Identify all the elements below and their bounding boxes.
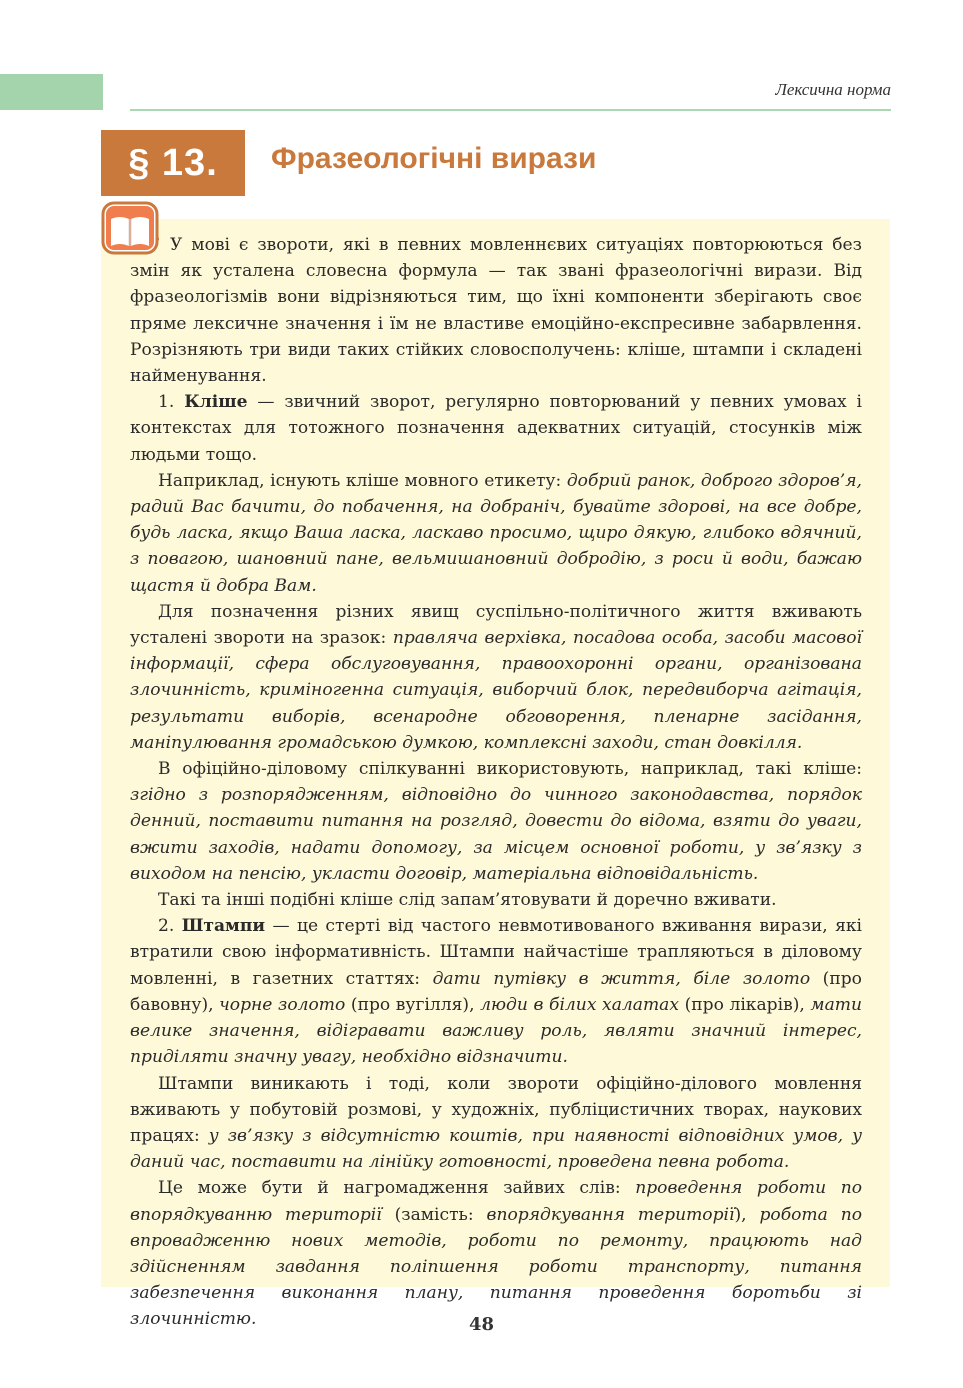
intro-text: Наприклад, існують кліше мовного етикету:: [158, 470, 567, 491]
example: впорядкування території: [486, 1204, 735, 1225]
gloss: (про бавовну),: [130, 968, 862, 1015]
intro-text: В офіційно-діловому спілкуванні використовують, наприклад, такі кліше:: [158, 759, 862, 780]
gloss: (про лікарів),: [679, 994, 811, 1015]
section-title: Фразеологічні вирази: [271, 142, 597, 175]
example: дати путівку в життя, біле золото: [432, 968, 811, 989]
example-list: правляча верхівка, посадова особа, засоби масової інформації, сфера обслуговування, правоохоронні органи, організована злочинність, криміногенна ситуація, виборчий блок, передвиборча агітація, результати виборів, всенародне обговорення, пленарне засідання, маніпулювання громадською думкою, комплексні заходи, стан довкілля.: [130, 628, 862, 753]
intro-text: У мові є звороти, які в певних мовленнєвих ситуаціях повторюються без змін як усталена словесна формула — так звані фразеологічні вирази. Від фразеологізмів вони відрізняються тим, що їхні компоненти зберігають своє пряме лексичне значення і їм не властиве емоційно-експресивне забарвлення. Розрізняють три види таких стійких словосполучень: кліше, штампи і складені найменування.: [130, 235, 862, 387]
note-text: Такі та інші подібні кліше слід запам’ятовувати й доречно вживати.: [158, 890, 777, 911]
paragraph-political: [130, 599, 862, 756]
list-number: 1.: [158, 392, 185, 413]
list-number: 2.: [158, 916, 182, 937]
definition-text: — це стерті від частого невмотивованого вживання вирази, які втратили свою інформативність. Штампи найчастіше трапляються в діловому мовленні, в газетних статтях:: [130, 916, 863, 989]
intro-text: Для позначення різних явищ суспільно-політичного життя вживають усталені звороти на зразок:: [130, 601, 862, 649]
paragraph-stamps-usage: [130, 1071, 862, 1176]
body-text: [130, 232, 862, 1333]
intro-text: Це може бути й нагромадження зайвих слів:: [158, 1178, 636, 1199]
example-list: добрий ранок, доброго здоров’я, радий Вас бачити, до побачення, на добраніч, бувайте здорові, на все добре, будь ласка, якщо Ваша ласка, ласкаво просимо, щиро дякую, глибоко вдячний, з повагою, шановний пане, вельмишановний добродію, з роси й води, бажаю щастя й добра Вам.: [130, 470, 862, 596]
gloss: ),: [734, 1204, 760, 1225]
paragraph-stamps-definition: [130, 913, 862, 1070]
paragraph-official: [130, 756, 862, 887]
gloss: (про вугілля),: [345, 994, 481, 1015]
gloss: (замість:: [381, 1204, 487, 1225]
paragraph-etiquette: [130, 468, 862, 599]
example-list: робота по впровадженню нових методів, роботи по ремонту, працюють над здійсненням завдання поліпшення роботи транспорту, питання забезпечення виконання плану, питання проведення боротьби зі злочинністю.: [130, 1204, 863, 1330]
example: люди в білих халатах: [480, 994, 679, 1015]
paragraph-memorize: [130, 887, 862, 913]
paragraph-redundancy: [130, 1175, 862, 1332]
example: проведення роботи по впорядкуванню території: [130, 1178, 862, 1225]
example-list: у зв’язку з відсутністю коштів, при наявності відповідних умов, у даний час, поставити на лінійку готовності, проведена певна робота.: [130, 1125, 862, 1173]
section-number: § 13.: [101, 130, 245, 196]
term-cliche: Кліше: [184, 392, 248, 413]
page-number: 48: [468, 1314, 495, 1335]
green-margin-tab: [0, 74, 103, 110]
definition-text: — звичний зворот, регулярно повторюваний у певних умовах і контекстах для тотожного позначення адекватних ситуацій, стосунків між людьми тощо.: [130, 392, 863, 465]
example-list: згідно з розпорядженням, відповідно до чинного законодавства, порядок денний, поставити питання на розгляд, довести до відома, взяти до уваги, вжити заходів, надати допомогу, за місцем основної роботи, у зв’язку з виходом на пенсію, укласти договір, матеріальна відповідальність.: [130, 785, 862, 884]
paragraph-intro: [130, 232, 862, 389]
example-list: мати велике значення, відігравати важливу роль, являти значний інтерес, приділяти значну увагу, необхідно відзначити.: [130, 994, 863, 1068]
paragraph-cliche-definition: [130, 389, 862, 468]
header-rule: [130, 109, 891, 111]
term-stamps: Штампи: [181, 916, 266, 937]
running-header: Лексична норма: [775, 80, 891, 99]
example: чорне золото: [219, 994, 346, 1015]
intro-text: Штампи виникають і тоді, коли звороти офіційно-ділового мовлення вживають у побутовій розмові, у художніх, публіцистичних творах, наукових працях:: [130, 1073, 862, 1146]
